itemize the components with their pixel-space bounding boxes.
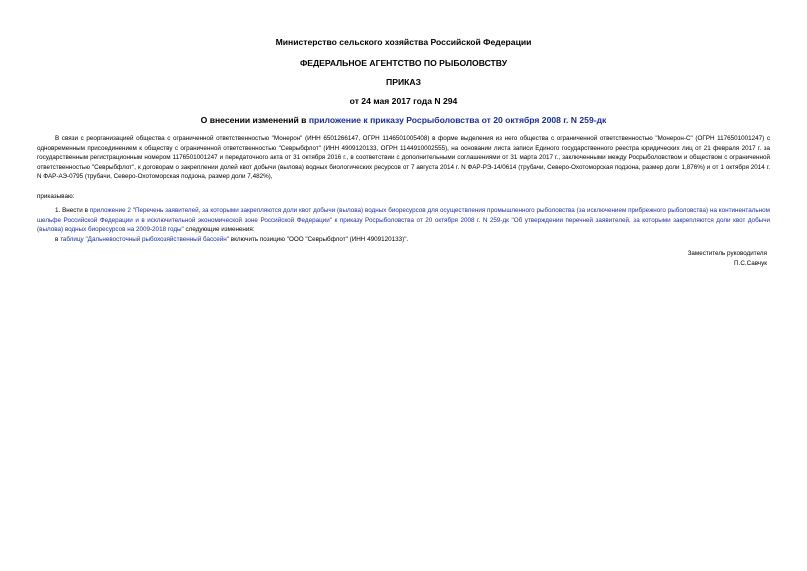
title-link[interactable]: приложение к приказу Росрыболовства от 20 октября 2008 г. N 259-дк — [308, 115, 607, 125]
document-title — [0, 115, 807, 126]
item-1a-link[interactable]: таблицу "Дальневосточный рыбохозяйственный бассейн" — [60, 236, 229, 243]
order-word-paragraph — [37, 192, 770, 202]
title-prefix: О внесении изменений в — [200, 115, 309, 125]
order-word: приказываю: — [37, 193, 75, 200]
item-1-link[interactable]: приложение 2 "Перечень заявителей, за которыми закрепляются доли квот добычи (вылова) водных биоресурсов для осуществления промышленного рыболовства (за исключением прибрежного рыболовства) на континентальном шельфе Российской Федерации и в исключительной экономической зоне Российской Федерации" к приказу Росрыболовства от 20 октября 2008 г. N 259-дк "Об утверждении перечней заявителей, за которыми закрепляются доли квот добычи (вылова) водных биоресурсов на 2009-2018 годы" — [37, 207, 771, 233]
item-1-suffix: следующие изменения: — [183, 226, 255, 233]
item-1a — [37, 235, 770, 245]
doc-type-heading: ПРИКАЗ — [386, 77, 421, 87]
preamble-text: В связи с реорганизацией общества с ограниченной ответственностью "Монерон" (ИНН 6501266147, ОГРН 1146501005408) в форме выделения из него общества с ограниченной ответственностью "Монерон-С" (ОГРН 1176501001247) с одновременным присоединением к обществу с ограниченной ответственностью "Севрыбфлот" (ИНН 4909120133, ОГРН 1144910002555), на основании листа записи Единого государственного реестра юридических лиц от 21 февраля 2017 г. за государственным регистрационным номером 1176501001247 и передаточного акта от 31 октября 2016 г., в соответствии с дополнительными соглашениями от 31 марта 2017 г., заключенными между Росрыболовством и обществом с ограниченной ответственностью "Севрыбфлот", к договорам о закреплении долей квот добычи (вылова) водных биологических ресурсов от 7 августа 2014 г. N ФАР-РЭ-14/0614 (трубачи, Северо-Охотоморская подзона, размер доли 1,876%) и от 1 октября 2014 г. N ФАР-АЭ-0795 (трубачи, Северо-Охотоморская подзона, размер доли 7,482%), — [37, 135, 770, 180]
item-1a-prefix: в — [55, 236, 61, 243]
signature-position: Заместитель руководителя — [687, 250, 767, 257]
item-1 — [37, 206, 770, 235]
ministry-heading: Министерство сельского хозяйства Российской Федерации — [275, 37, 532, 47]
item-1-paragraph — [37, 206, 770, 235]
item-1a-suffix: включить позицию "ООО "Севрыбфлот" (ИНН 4909120133)". — [228, 236, 409, 243]
signature-name: П.С.Савчук — [734, 260, 767, 267]
date-number-heading: от 24 мая 2017 года N 294 — [349, 96, 458, 106]
item-1-prefix: 1. Внести в — [55, 207, 90, 214]
agency-heading: ФЕДЕРАЛЬНОЕ АГЕНТСТВО ПО РЫБОЛОВСТВУ — [299, 58, 508, 68]
item-1a-paragraph — [37, 235, 770, 245]
preamble-paragraph — [37, 134, 770, 182]
